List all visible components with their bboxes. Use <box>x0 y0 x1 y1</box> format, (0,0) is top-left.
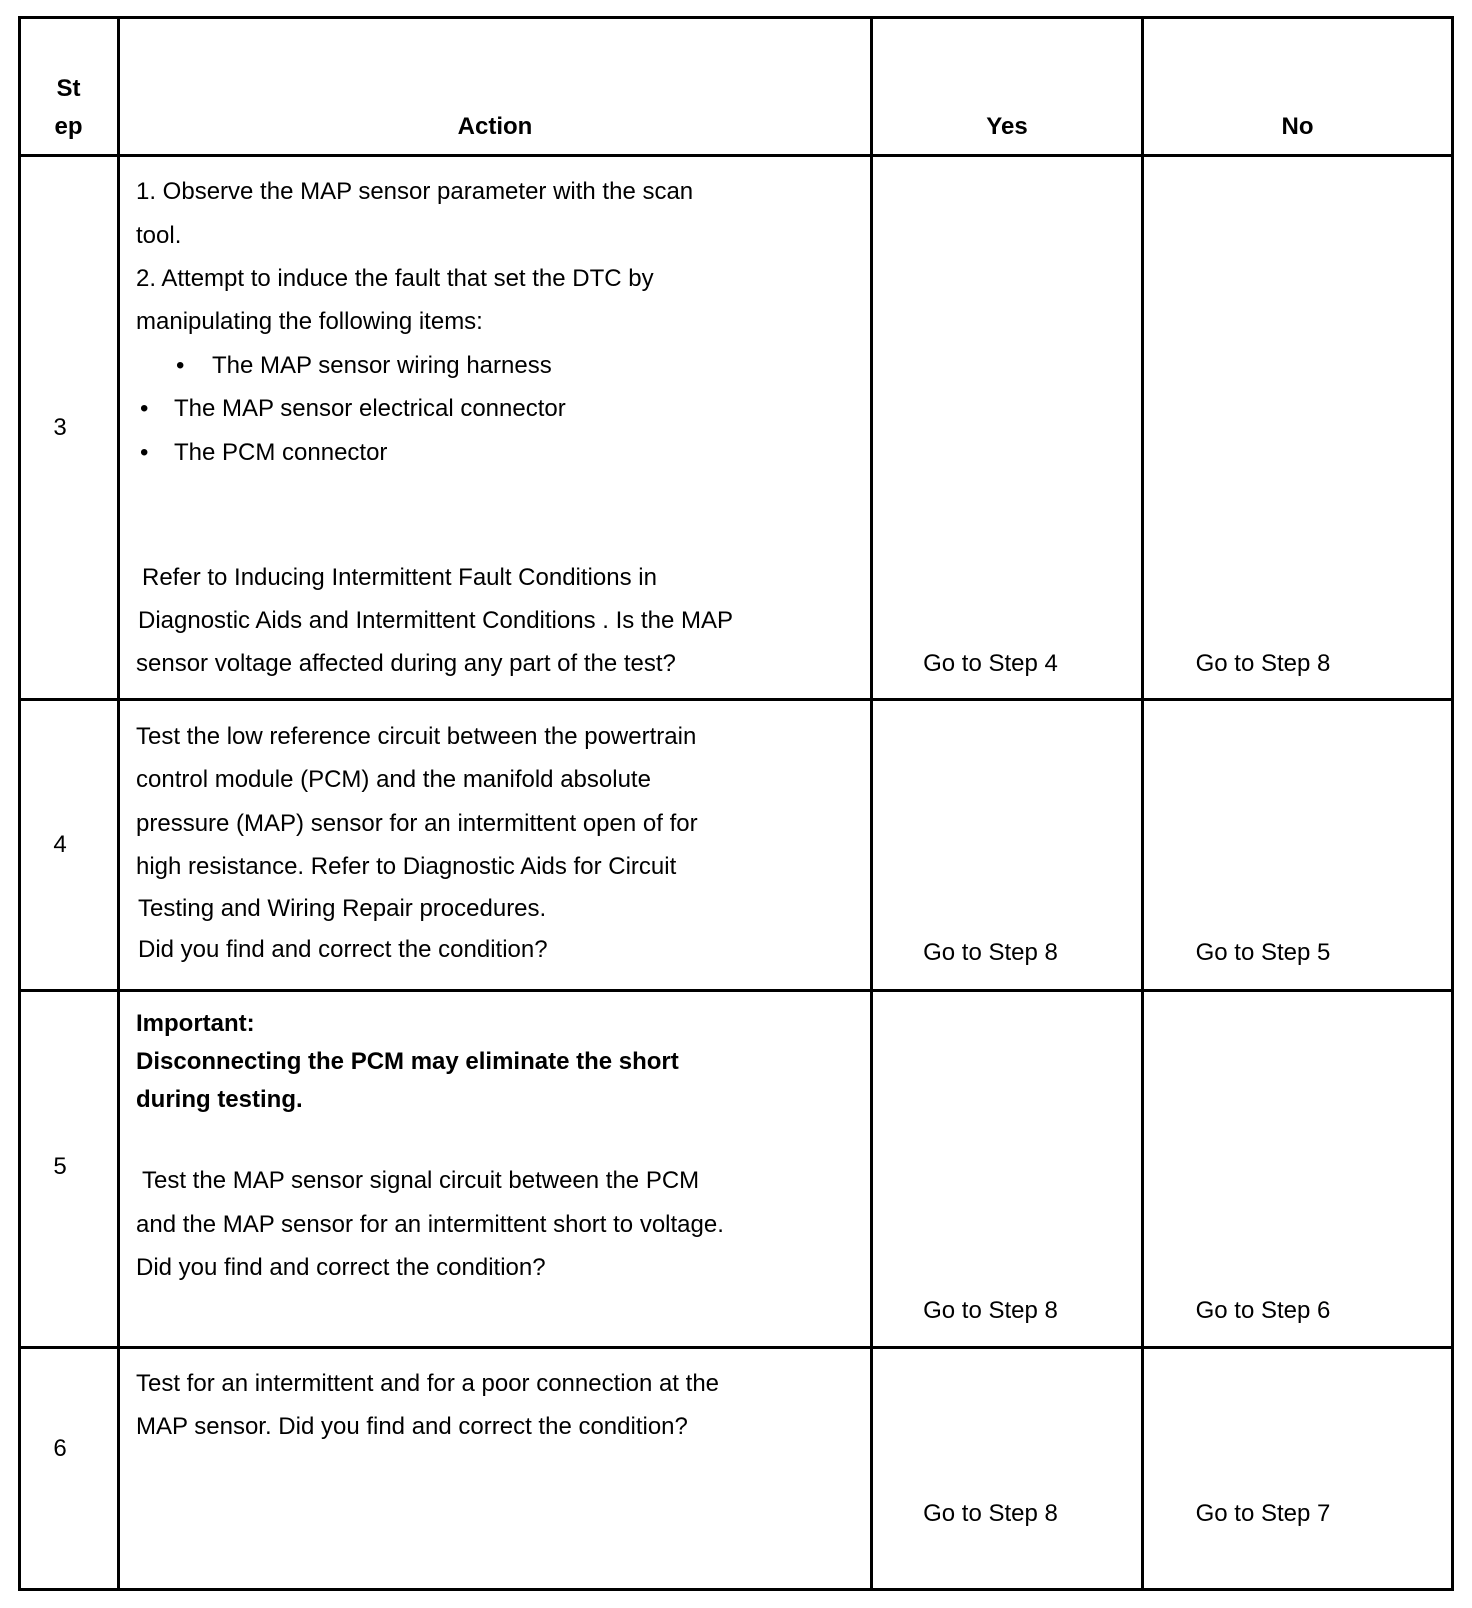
yes-goto: Go to Step 8 <box>923 939 1058 966</box>
header-step-line2: ep <box>54 113 83 140</box>
action-line: high resistance. Refer to Diagnostic Aids for Circuit <box>136 853 677 880</box>
table-border-top <box>18 16 1454 19</box>
header-step-line1: St <box>56 75 81 102</box>
column-divider <box>117 16 120 1591</box>
important-note-line: Disconnecting the PCM may eliminate the short <box>136 1048 679 1075</box>
step-number: 5 <box>53 1153 67 1180</box>
table-border-right <box>1451 16 1454 1591</box>
row-divider <box>18 698 1454 701</box>
action-line: and the MAP sensor for an intermittent short to voltage. <box>136 1211 724 1238</box>
bullet-icon: • <box>140 439 149 466</box>
step-number: 4 <box>53 831 67 858</box>
action-line: Did you find and correct the condition? <box>138 936 548 963</box>
action-line: sensor voltage affected during any part of the test? <box>136 650 676 677</box>
no-goto: Go to Step 7 <box>1195 1500 1331 1527</box>
action-line: Test the low reference circuit between the powertrain <box>136 723 697 750</box>
table-border-bottom <box>18 1588 1454 1591</box>
row-divider <box>18 989 1454 992</box>
action-line: tool. <box>136 222 182 249</box>
yes-goto: Go to Step 8 <box>923 1297 1058 1324</box>
header-action: Action <box>457 113 533 140</box>
action-line: Refer to Inducing Intermittent Fault Conditions in <box>142 564 657 591</box>
action-bullet-item: The MAP sensor wiring harness <box>212 352 552 379</box>
action-line: Diagnostic Aids and Intermittent Conditions . Is the MAP <box>138 607 733 634</box>
action-line: manipulating the following items: <box>136 308 483 335</box>
yes-goto: Go to Step 4 <box>923 650 1058 677</box>
yes-goto: Go to Step 8 <box>923 1500 1058 1527</box>
action-line: control module (PCM) and the manifold absolute <box>136 766 651 793</box>
step-number: 3 <box>53 414 67 441</box>
header-yes: Yes <box>986 113 1028 140</box>
important-note-line: during testing. <box>136 1086 303 1113</box>
no-goto: Go to Step 6 <box>1195 1297 1331 1324</box>
no-goto: Go to Step 5 <box>1195 939 1331 966</box>
no-goto: Go to Step 8 <box>1195 650 1331 677</box>
action-line: MAP sensor. Did you find and correct the condition? <box>136 1413 688 1440</box>
action-line: pressure (MAP) sensor for an intermittent open of for <box>136 810 698 837</box>
bullet-icon: • <box>140 395 149 422</box>
column-divider <box>870 16 873 1591</box>
action-line: 1. Observe the MAP sensor parameter with the scan <box>136 178 694 205</box>
row-divider <box>18 1346 1454 1349</box>
header-no: No <box>1281 113 1314 140</box>
header-divider <box>18 154 1454 157</box>
important-label: Important: <box>136 1010 255 1037</box>
step-number: 6 <box>53 1435 67 1462</box>
column-divider <box>1141 16 1144 1591</box>
action-line: 2. Attempt to induce the fault that set the DTC by <box>136 265 654 292</box>
action-line: Did you find and correct the condition? <box>136 1254 546 1281</box>
action-line: Test the MAP sensor signal circuit between the PCM <box>142 1167 700 1194</box>
action-bullet-item: The PCM connector <box>174 439 388 466</box>
table-border-left <box>18 16 21 1591</box>
action-bullet-item: The MAP sensor electrical connector <box>174 395 566 422</box>
action-line: Test for an intermittent and for a poor connection at the <box>136 1370 720 1397</box>
bullet-icon: • <box>176 352 185 379</box>
action-line: Testing and Wiring Repair procedures. <box>138 895 547 922</box>
